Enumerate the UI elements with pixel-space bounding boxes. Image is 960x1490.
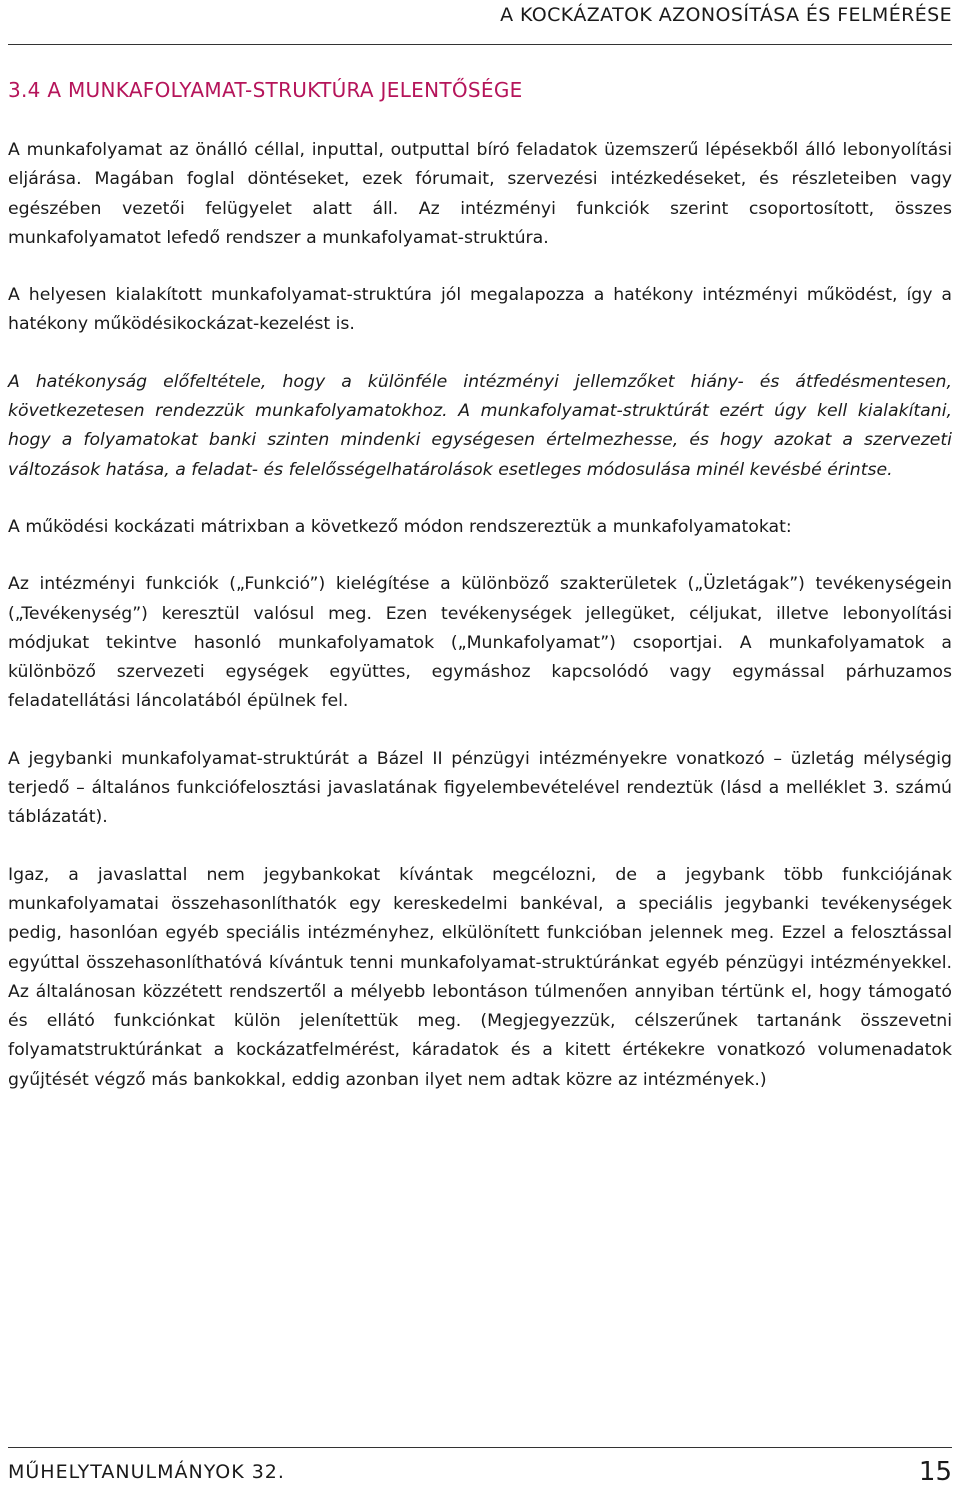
section-title: 3.4 A MUNKAFOLYAMAT-STRUKTÚRA JELENTŐSÉGE bbox=[8, 78, 523, 102]
footer-journal-name: MŰHELYTANULMÁNYOK 32. bbox=[8, 1461, 285, 1483]
paragraph-efficiency-precondition: A hatékonyság előfeltétele, hogy a különféle intézményi jellemzőket hiány- és átfedésmentesen, következetesen rendezzük munkafolyamatokhoz. A munkafolyamat-struktúrát ezért úgy kell kialakítani, hogy a folyamatokat banki szinten mindenki egységesen értelmezhesse, és hogy azokat a szervezeti változások hatása, a feladat- és felelősségelhatárolások esetleges módosulása minél kevésbé érintse. bbox=[8, 371, 952, 480]
body-text bbox=[8, 136, 952, 1123]
page-number: 15 bbox=[918, 1457, 952, 1487]
running-header: A KOCKÁZATOK AZONOSÍTÁSA ÉS FELMÉRÉSE bbox=[500, 4, 952, 26]
paragraph-matrix-intro: A működési kockázati mátrixban a következő módon rendszereztük a munkafolyamatokat: bbox=[8, 516, 792, 537]
paragraph-effective-structure: A helyesen kialakított munkafolyamat-struktúra jól megalapozza a hatékony intézményi működést, így a hatékony működésikockázat-kezelést is. bbox=[8, 285, 952, 335]
footer-divider bbox=[8, 1447, 952, 1448]
paragraph-basel-ii: A jegybanki munkafolyamat-struktúrát a Bázel II pénzügyi intézményekre vonatkozó – üzletág mélységig terjedő – általános funkciófelosztási javaslatának figyelembevételével rendeztük (lásd a melléklet 3. számú táblázatát). bbox=[8, 748, 952, 828]
paragraph-definition: A munkafolyamat az önálló céllal, inputtal, outputtal bíró feladatok üzemszerű lépésekből álló lebonyolítási eljárása. Magában foglal döntéseket, ezek fórumait, szervezési intézkedéseket, és részleteiben vagy egészében vezetői felügyelet alatt áll. Az intézményi funkciók szerint csoportosított, összes munkafolyamatot lefedő rendszer a munkafolyamat-struktúra. bbox=[8, 140, 952, 248]
paragraph-functions: Az intézményi funkciók („Funkció”) kielégítése a különböző szakterületek („Üzletágak”) tevékenységein („Tevékenység”) keresztül valósul meg. Ezen tevékenységek jellegüket, céljukat, illetve lebonyolítási módjukat tekintve hasonló munkafolyamatok („Munkafolyamat”) csoportjai. A munkafolyamatok a különböző szervezeti egységek együttes, egymáshoz kapcsolódó vagy egymással párhuzamos feladatellátási láncolatából épülnek fel. bbox=[8, 574, 952, 712]
header-divider bbox=[8, 44, 952, 45]
paragraph-comparison: Igaz, a javaslattal nem jegybankokat kívántak megcélozni, de a jegybank több funkciójának munkafolyamatai összehasonlíthatók egy kereskedelmi bankéval, a speciális jegybanki tevékenységek pedig, hasonlóan egyéb speciális intézményhez, elkülönített funkcióban jelennek meg. Ezzel a felosztással egyúttal összehasonlíthatóvá kívántuk tenni munkafolyamat-struktúránkat egyéb pénzügyi intézményekkel. Az általánosan közzétett rendszertől a mélyebb lebontáson túlmenően annyiban tértünk el, hogy támogató és ellátó funkciónkat külön jelenítettük meg. (Megjegyezzük, célszerűnek tartanánk összevetni folyamatstruktúránkat a kockázatfelmérést, káradatok és a kitett értékekre vonatkozó volumenadatok gyűjtését végző más bankokkal, eddig azonban ilyet nem adtak közre az intézmények.) bbox=[8, 864, 952, 1090]
